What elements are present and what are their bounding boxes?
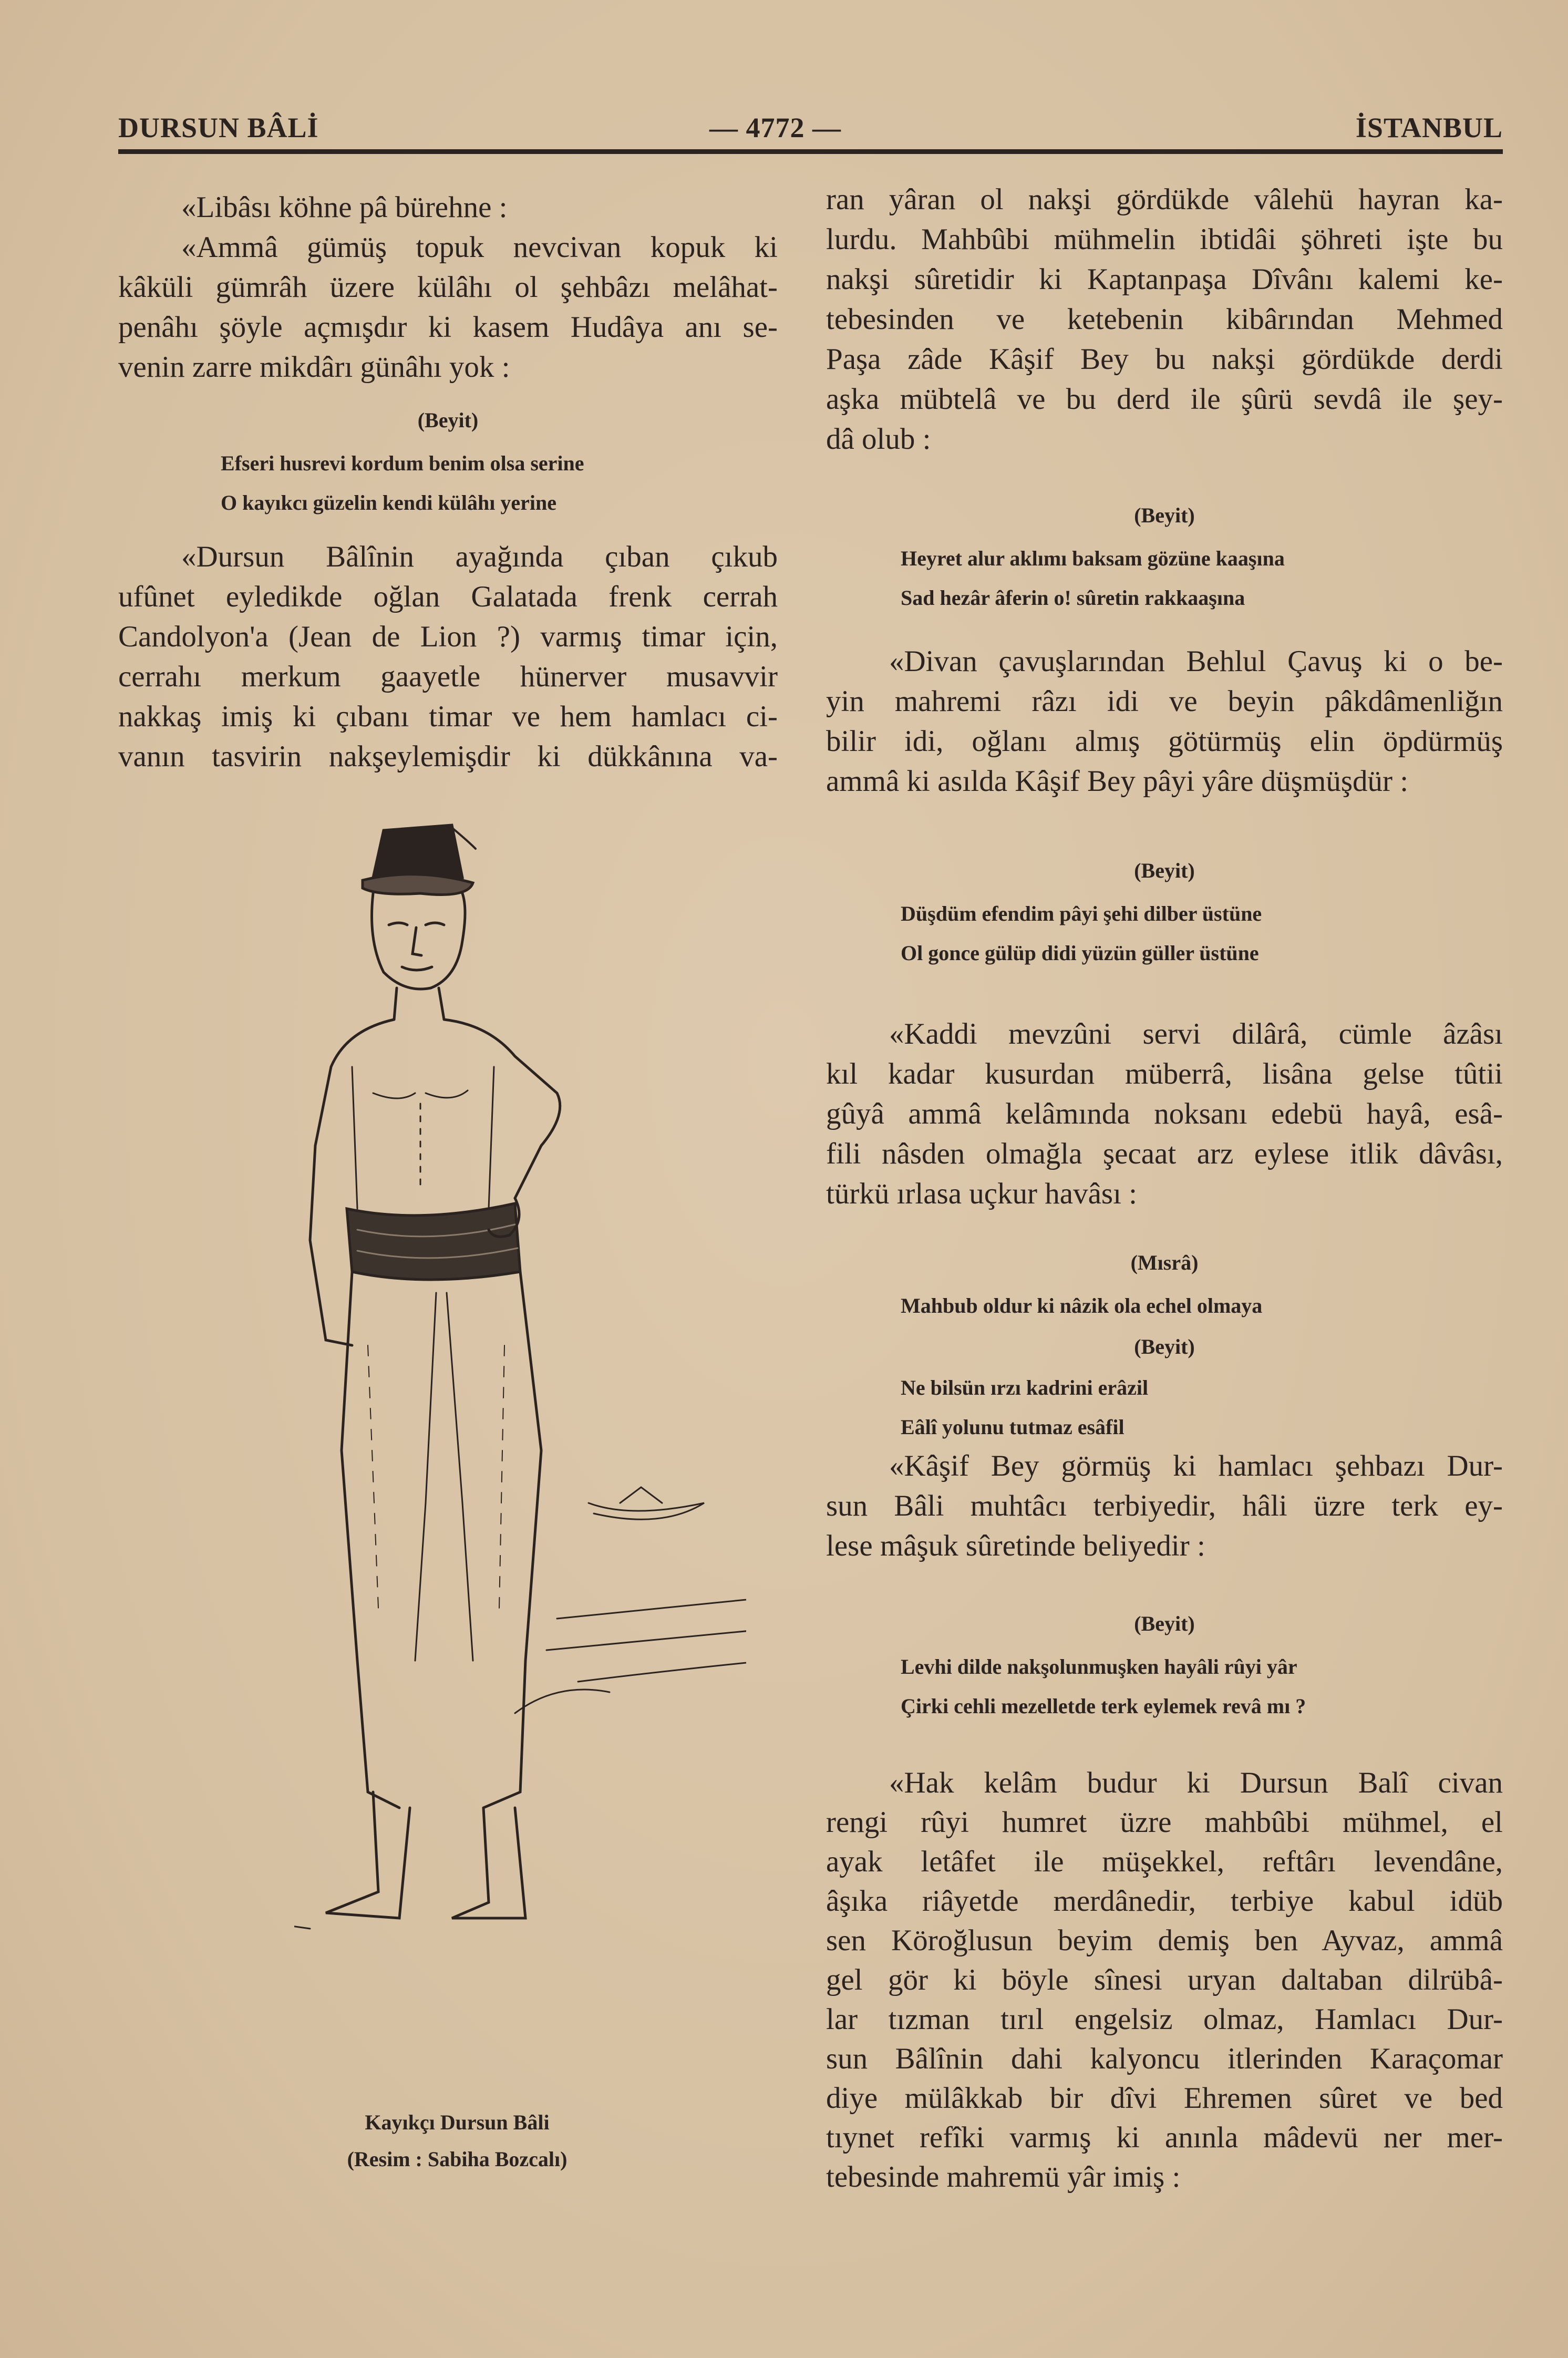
verse-line: Efseri husrevi kordum benim olsa serine xyxy=(221,451,584,475)
text-line: âşıka riâyetde merdânedir, terbiye kabul idüb xyxy=(826,1885,1503,1918)
text-line: fili nâsden olmağla şecaat arz eylese itlik dâvâsı, xyxy=(826,1137,1503,1170)
text-line: diye mülâkkab bir dîvi Ehremen sûret ve bed xyxy=(826,2082,1503,2115)
verse-beyit-3 xyxy=(826,858,1503,966)
verse-line: O kayıkcı güzelin kendi külâhı yerine xyxy=(221,491,557,514)
verse-misra xyxy=(826,1250,1503,1319)
text-line: kâküli gümrâh üzere külâhı ol şehbâzı melâhat- xyxy=(118,271,778,304)
text-line: vanın tasvirin nakşeylemişdir ki dükkânına va- xyxy=(118,740,778,773)
text-line: aşka mübtelâ ve bu derd ile şûrü sevdâ ile şey- xyxy=(826,383,1503,416)
verse-line: Heyret alur aklımı baksam gözüne kaaşına xyxy=(901,547,1285,570)
verse-heading: (Beyit) xyxy=(1134,1335,1195,1358)
text-line: Paşa zâde Kâşif Bey bu nakşi gördükde derdi xyxy=(826,343,1503,376)
header-rule xyxy=(118,149,1503,154)
text-line: tıynet refîki varmış ki anınla mâdevü ner mer- xyxy=(826,2121,1503,2154)
text-line: yin mahremi râzı idi ve beyin pâkdâmenliğın xyxy=(826,685,1503,718)
verse-line: Levhi dilde nakşolunmuşken hayâli rûyi yâr xyxy=(901,1655,1297,1679)
text-line: kıl kadar kusurdan müberrâ, lisâna gelse tûtii xyxy=(826,1057,1503,1090)
text-line: Candolyon'a (Jean de Lion ?) varmış timar için, xyxy=(118,620,778,653)
text-line: «Hak kelâm budur ki Dursun Balî civan xyxy=(889,1766,1503,1799)
verse-beyit-1 xyxy=(118,407,778,516)
text-line: türkü ırlasa uçkur havâsı : xyxy=(826,1177,1137,1210)
text-line: tebesinde mahremü yâr imiş : xyxy=(826,2160,1181,2194)
verse-line: Sad hezâr âferin o! sûretin rakkaaşına xyxy=(901,586,1245,610)
text-line: «Libâsı köhne pâ bürehne : xyxy=(181,191,508,224)
text-line: cerrahı merkum gaayetle hünerver musavvir xyxy=(118,660,778,693)
paragraph-divan xyxy=(826,642,1503,801)
text-line: dâ olub : xyxy=(826,423,931,456)
text-line: nakkaş imiş ki çıbanı timar ve hem hamlacı ci- xyxy=(118,700,778,733)
running-head-title: DURSUN BÂLİ xyxy=(118,112,319,143)
text-line: lar tızman tırıl engelsiz olmaz, Hamlacı Dur- xyxy=(826,2003,1503,2036)
verse-line: Çirki cehli mezelletde terk eylemek revâ mı ? xyxy=(901,1694,1306,1718)
text-line: nakşi sûretidir ki Kaptanpaşa Dîvânı kalemi ke- xyxy=(826,263,1503,296)
text-line: sen Köroğlusun beyim demiş ben Ayvaz, ammâ xyxy=(826,1924,1503,1957)
paragraph-dursun xyxy=(118,537,778,777)
text-line: penâhı şöyle açmışdır ki kasem Hudâya anı se- xyxy=(118,311,778,344)
text-line: rengi rûyi humret üzre mahbûbi mühmel, el xyxy=(826,1806,1503,1839)
paragraph-kasif xyxy=(826,1446,1503,1566)
verse-heading: (Beyit) xyxy=(1134,503,1195,527)
text-line: bilir idi, oğlanı almış götürmüş elin öpdürmüş xyxy=(826,725,1503,758)
text-line: «Kaddi mevzûni servi dilârâ, cümle âzâsı xyxy=(889,1017,1503,1051)
verse-heading: (Beyit) xyxy=(1134,1612,1195,1635)
text-line: tebesinden ve ketebenin kibârından Mehmed xyxy=(826,303,1503,336)
text-line: venin zarre mikdârı günâhı yok : xyxy=(118,351,510,384)
text-line: ran yâran ol nakşi gördükde vâlehü hayran ka- xyxy=(826,183,1503,216)
paragraph-kaddi xyxy=(826,1014,1503,1214)
text-line: sun Bâli muhtâcı terbiyedir, hâli üzre terk ey- xyxy=(826,1489,1503,1522)
figure-caption-title: Kayıkçı Dursun Bâli xyxy=(365,2110,550,2134)
verse-line: Eâlî yolunu tutmaz esâfil xyxy=(901,1415,1125,1439)
text-line: sun Bâlînin dahi kalyoncu itlerinden Karaçomar xyxy=(826,2042,1503,2075)
text-line: lese mâşuk sûretinde beliyedir : xyxy=(826,1529,1205,1562)
verse-line: Ne bilsün ırzı kadrini erâzil xyxy=(901,1376,1149,1399)
text-line: gûyâ ammâ kelâmında noksanı edebü hayâ, esâ- xyxy=(826,1097,1503,1130)
text-line: ufûnet eyledikde oğlan Galatada frenk cerrah xyxy=(118,580,778,613)
verse-line: Mahbub oldur ki nâzik ola echel olmaya xyxy=(901,1294,1263,1317)
text-line: «Dursun Bâlînin ayağında çıban çıkub xyxy=(181,540,778,573)
paragraph-hak-kelam xyxy=(826,1763,1503,2197)
figure-caption-credit: (Resim : Sabiha Bozcalı) xyxy=(347,2147,568,2171)
verse-line: Ol gonce gülüp didi yüzün güller üstüne xyxy=(901,941,1259,965)
text-line: ammâ ki asılda Kâşif Bey pâyi yâre düşmüşdür : xyxy=(826,765,1409,798)
text-line: «Kâşif Bey görmüş ki hamlacı şehbazı Dur- xyxy=(889,1449,1503,1482)
running-head-section: İSTANBUL xyxy=(1355,112,1503,143)
text-line: «Ammâ gümüş topuk nevcivan kopuk ki xyxy=(181,231,778,264)
verse-line: Düşdüm efendim pâyi şehi dilber üstüne xyxy=(901,902,1262,925)
text-line: lurdu. Mahbûbi mühmelin ibtidâi şöhreti işte bu xyxy=(826,223,1503,256)
page-number: — 4772 — xyxy=(709,112,841,143)
illustration-kayikci-dursun-bali xyxy=(294,820,746,2029)
verse-beyit-5 xyxy=(826,1611,1503,1719)
paragraph-libasi xyxy=(118,188,778,387)
paragraph-ran-yaran xyxy=(826,180,1503,459)
verse-beyit-4 xyxy=(826,1334,1503,1440)
text-line: ayak letâfet ile müşekkel, reftârı levendâne, xyxy=(826,1845,1503,1878)
verse-heading: (Mısrâ) xyxy=(1130,1251,1199,1274)
verse-heading: (Beyit) xyxy=(1134,859,1195,882)
text-line: «Divan çavuşlarından Behlul Çavuş ki o be- xyxy=(889,645,1503,678)
text-line: gel gör ki böyle sînesi uryan daltaban dilrübâ- xyxy=(826,1963,1503,1996)
verse-heading: (Beyit) xyxy=(417,408,479,432)
verse-beyit-2 xyxy=(826,502,1503,611)
